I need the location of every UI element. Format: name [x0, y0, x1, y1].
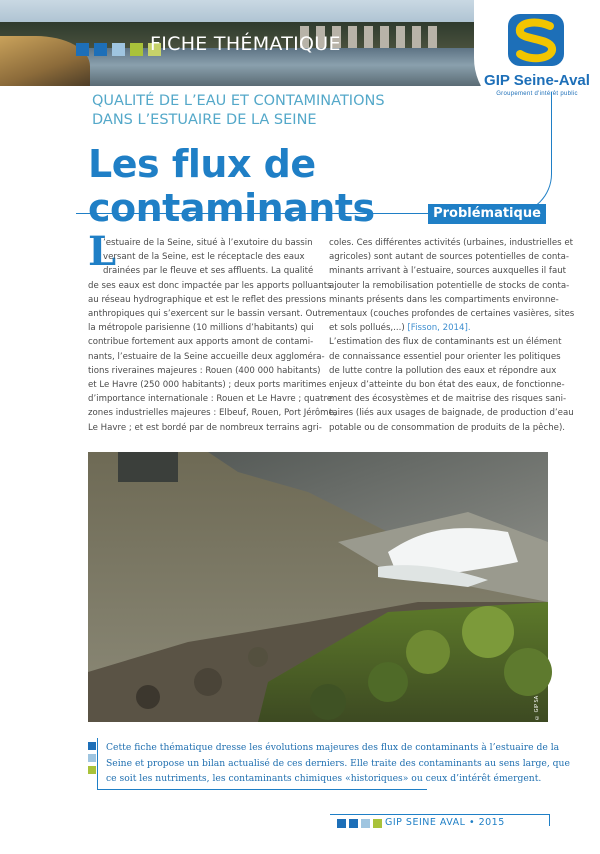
banner-dam-pillar — [348, 26, 357, 50]
summary-line: Seine et propose un bilan actualisé de ces derniers. Elle traite des contaminants au sens large, que — [106, 757, 570, 769]
banner-dam-pillar — [412, 26, 421, 50]
summary-rule — [97, 738, 98, 790]
estuary-photo — [88, 452, 548, 722]
color-square — [337, 819, 346, 828]
body-line: taires (liés aux usages de baignade, de production d’eau — [329, 408, 574, 419]
body-line: la métropole parisienne (10 millions d’habitants) qui — [88, 323, 314, 334]
summary-line: Cette fiche thématique dresse les évolutions majeures des flux de contaminants à l’estuaire de la — [106, 742, 560, 753]
body-line-text: et sols pollués,...) — [329, 323, 405, 334]
footer-text: GIP SEINE AVAL • 2015 — [385, 817, 505, 828]
header-squares — [76, 38, 161, 60]
gip-seine-aval-logo-icon — [506, 12, 566, 68]
body-line: minants présents dans les compartiments environne- — [329, 294, 559, 305]
page-title: Les flux de contaminants — [88, 142, 375, 230]
body-line: agricoles) sont autant de sources potentielles de conta- — [329, 252, 570, 263]
photo-credit: © GIP SA — [534, 695, 540, 720]
body-line: enjeux d’atteinte du bon état des eaux, de fonctionne- — [329, 380, 565, 391]
summary-line: ce soit les nutriments, les contaminants chimiques «historiques» ou ceux d’intérêt émergent. — [106, 773, 542, 784]
citation-reference: [Fisson, 2014]. — [407, 323, 471, 334]
logo-name: GIP Seine-Aval — [484, 72, 590, 89]
body-line: contribue fortement aux apports amont de contami- — [88, 337, 314, 348]
body-line: drainées par le fleuve et ses affluents. La qualité — [103, 266, 314, 277]
body-column-right — [329, 236, 575, 435]
body-line: minants arrivant à l’estuaire, sources auxquelles il faut — [329, 266, 567, 277]
body-line: zones industrielles majeures : Elbeuf, Rouen, Port Jérôme, — [88, 408, 337, 419]
footer-rule — [330, 814, 550, 815]
body-line: nants, l’estuaire de la Seine accueille deux aggloméra- — [88, 351, 325, 362]
body-line: versant de la Seine, est le réceptacle des eaux — [103, 252, 305, 263]
color-square — [88, 742, 96, 750]
body-line: mentaux (couches profondes de certaines vasières, sites — [329, 309, 575, 320]
color-square — [361, 819, 370, 828]
banner-dam-pillar — [380, 26, 389, 50]
subtitle-line: QUALITÉ DE L’EAU ET CONTAMINATIONS — [92, 93, 385, 109]
color-square — [76, 43, 89, 56]
footer-squares — [337, 819, 382, 828]
drop-cap: L — [88, 228, 117, 275]
body-line: au réseau hydrographique et est le reflet des pressions — [88, 294, 326, 305]
body-line: anthropiques qui s’exercent sur le bassin versant. Outre — [88, 309, 330, 320]
body-line: L’estimation des flux de contaminants est un élément — [329, 337, 562, 348]
body-line: de lutte contre la pollution des eaux et répondre aux — [329, 365, 557, 376]
color-square — [88, 766, 96, 774]
section-tag: Problématique — [428, 204, 546, 224]
banner-dam-pillar — [428, 26, 437, 50]
body-line: Le Havre ; et est bordé par de nombreux terrains agri- — [88, 422, 322, 433]
body-line: de ses eaux est donc impactée par les apports polluants — [88, 280, 332, 291]
banner-dam-pillar — [396, 26, 405, 50]
summary-text — [106, 740, 570, 787]
estuary-photo-image — [88, 452, 548, 722]
color-square — [112, 43, 125, 56]
section-label: FICHE THÉMATIQUE — [150, 33, 341, 55]
body-line: tions riveraines majeures : Rouen (400 000 habitants) — [88, 365, 321, 376]
subtitle-line: DANS L’ESTUAIRE DE LA SEINE — [92, 112, 317, 128]
body-line: d’importance internationale : Rouen et Le Havre ; quatre — [88, 394, 333, 405]
color-square — [373, 819, 382, 828]
body-line: ’estuaire de la Seine, situé à l’exutoire du bassin — [103, 238, 313, 248]
body-line: de connaissance essentiel pour orienter les politiques — [329, 351, 561, 362]
footer-rule — [545, 814, 550, 826]
banner-dam-pillar — [364, 26, 373, 50]
color-square — [94, 43, 107, 56]
summary-squares — [88, 742, 96, 774]
body-line: ajouter la remobilisation potentielle de stocks de conta- — [329, 280, 570, 291]
body-line: ment des écosystèmes et de maitrise des risques sani- — [329, 394, 567, 405]
summary-rule — [97, 789, 427, 790]
document-subtitle — [92, 92, 472, 130]
body-line — [329, 321, 549, 335]
body-line: potable ou de consommation de produits de la pêche). — [329, 422, 566, 433]
color-square — [130, 43, 143, 56]
color-square — [88, 754, 96, 762]
body-line: coles. Ces différentes activités (urbaines, industrielles et — [329, 238, 574, 248]
color-square — [349, 819, 358, 828]
logo-subtitle: Groupement d'intérêt public — [496, 91, 578, 97]
body-column-left — [88, 236, 337, 435]
body-line: et Le Havre (250 000 habitants) ; deux ports maritimes — [88, 380, 327, 391]
